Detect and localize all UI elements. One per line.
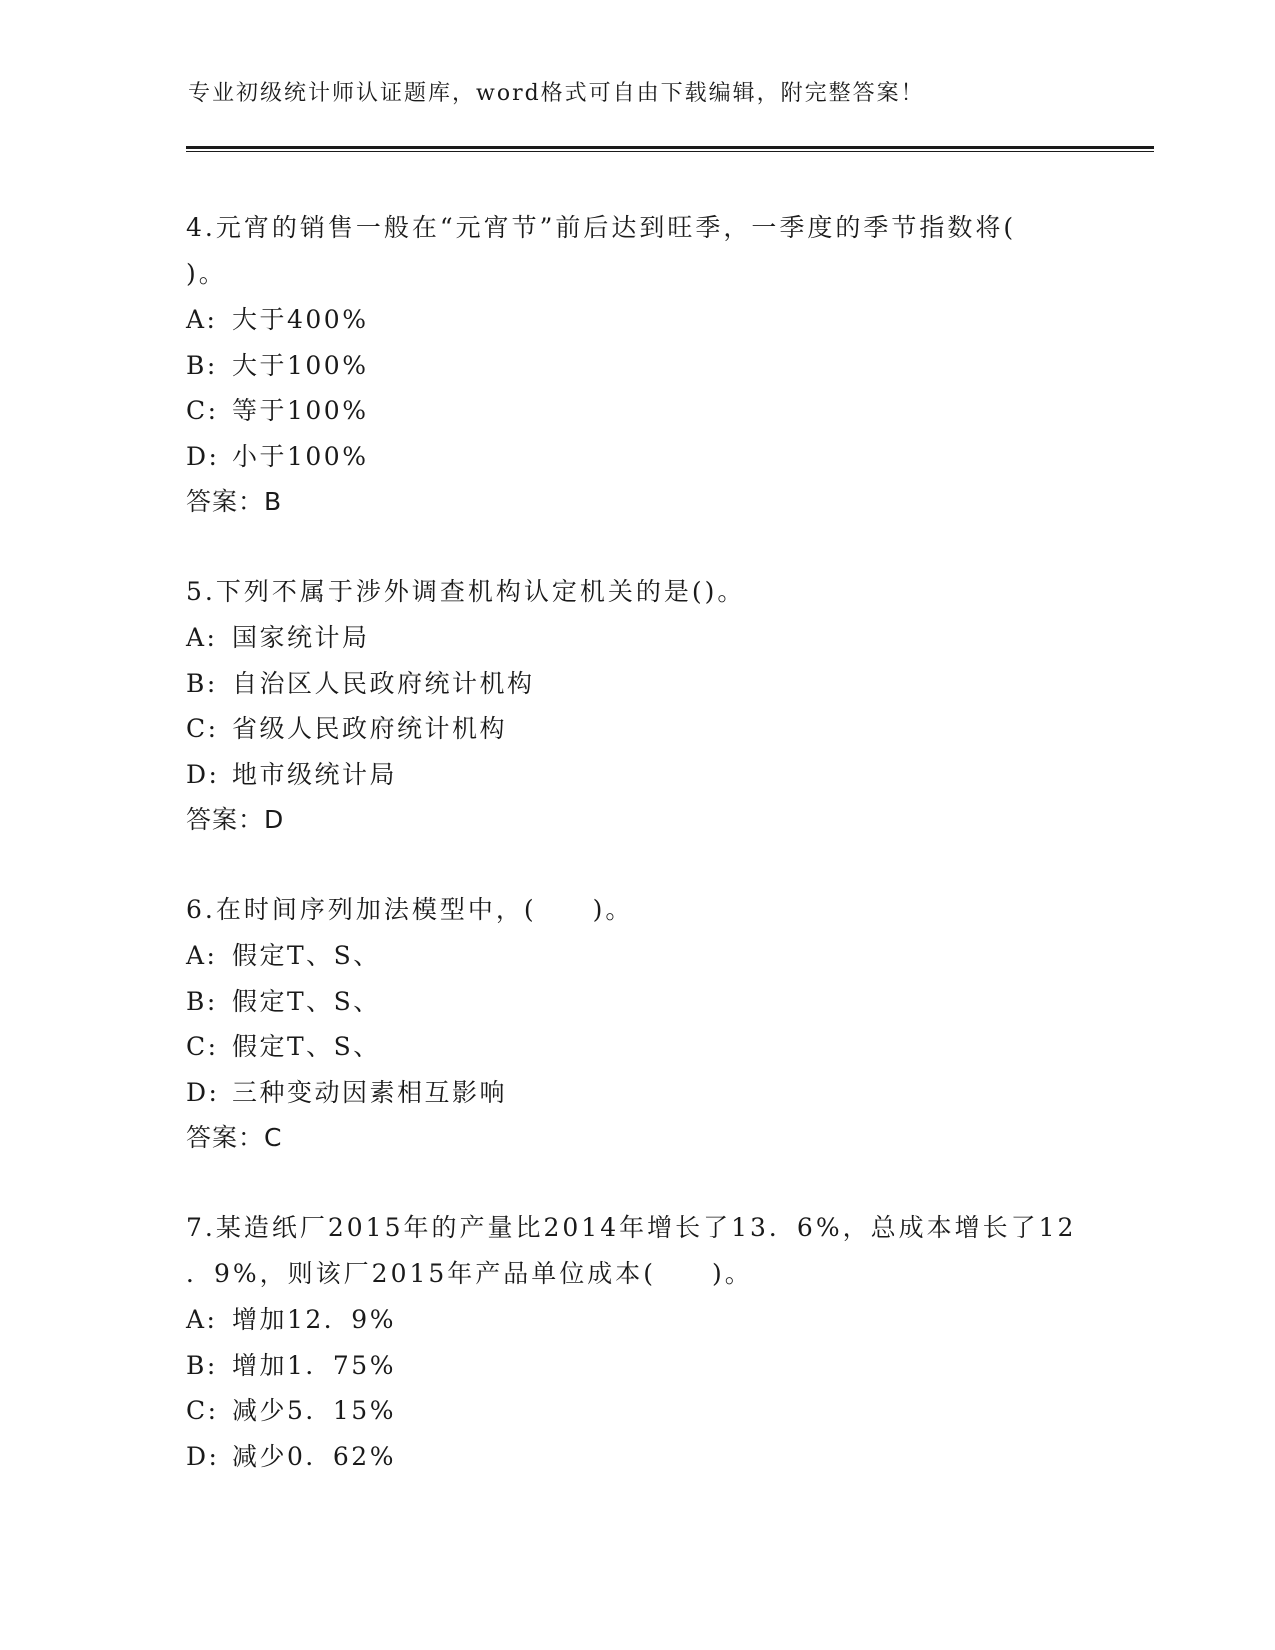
- option-c: [186, 388, 1086, 434]
- option-text: 增加1．75%: [232, 1350, 396, 1380]
- option-c: [186, 1024, 1086, 1070]
- header-note: 专业初级统计师认证题库，word格式可自由下载编辑，附完整答案！: [188, 81, 925, 106]
- header-rule-thick: [186, 146, 1154, 149]
- option-text: 假定T、S、: [232, 941, 381, 970]
- option-text: 大于100%: [232, 350, 369, 380]
- option-text: 大于400%: [232, 305, 369, 334]
- option-text: 省级人民政府统计机构: [232, 714, 508, 743]
- option-text: 小于100%: [232, 441, 369, 471]
- option-b: [186, 343, 1086, 389]
- option-text: 地市级统计局: [232, 759, 398, 789]
- question-list: [186, 205, 1086, 1523]
- option-b: [186, 1343, 1086, 1389]
- option-letter: A:: [186, 623, 218, 652]
- answer-line: 答案：B: [186, 487, 283, 516]
- question-stem-line2: ．9%，则该厂2015年产品单位成本( )。: [186, 1259, 753, 1288]
- option-letter: C:: [186, 1396, 219, 1425]
- option-letter: B:: [186, 1350, 218, 1380]
- option-c: [186, 1388, 1086, 1434]
- option-letter: A:: [186, 305, 218, 334]
- option-letter: B:: [186, 668, 218, 698]
- option-text: 减少0．62%: [232, 1441, 396, 1471]
- answer-line: 答案：D: [186, 805, 285, 834]
- option-letter: C:: [186, 1032, 219, 1061]
- option-letter: B:: [186, 350, 218, 380]
- option-letter: D:: [186, 441, 220, 471]
- option-a: [186, 297, 1086, 343]
- option-text: 国家统计局: [232, 623, 370, 652]
- option-letter: A:: [186, 941, 218, 970]
- option-d: [186, 752, 1086, 798]
- option-d: [186, 1434, 1086, 1480]
- option-d: [186, 434, 1086, 480]
- question-stem-line1: 4.元宵的销售一般在“元宵节”前后达到旺季，一季度的季节指数将(: [186, 213, 1017, 242]
- question-stem-line2: )。: [186, 259, 227, 288]
- answer-line: 答案：C: [186, 1123, 283, 1152]
- question-5: [186, 569, 1086, 843]
- question-4: [186, 205, 1086, 525]
- option-letter: D:: [186, 1077, 220, 1107]
- option-letter: B:: [186, 986, 218, 1016]
- option-a: [186, 933, 1086, 979]
- option-letter: C:: [186, 396, 219, 425]
- option-d: [186, 1070, 1086, 1116]
- option-letter: D:: [186, 759, 220, 789]
- header-rule-thin: [186, 151, 1154, 152]
- question-stem-line1: 5.下列不属于涉外调查机构认定机关的是()。: [186, 577, 746, 606]
- option-text: 自治区人民政府统计机构: [232, 668, 535, 698]
- option-text: 假定T、S、: [232, 1032, 381, 1061]
- option-text: 等于100%: [232, 396, 369, 425]
- option-text: 增加12．9%: [232, 1305, 396, 1334]
- option-text: 三种变动因素相互影响: [232, 1077, 508, 1107]
- option-text: 减少5．15%: [232, 1396, 396, 1425]
- option-b: [186, 661, 1086, 707]
- option-c: [186, 706, 1086, 752]
- question-7: [186, 1205, 1086, 1479]
- option-a: [186, 615, 1086, 661]
- option-a: [186, 1297, 1086, 1343]
- option-text: 假定T、S、: [232, 986, 381, 1016]
- option-letter: C:: [186, 714, 219, 743]
- option-letter: A:: [186, 1305, 218, 1334]
- question-stem-line1: 6.在时间序列加法模型中，( )。: [186, 895, 634, 924]
- option-letter: D:: [186, 1441, 220, 1471]
- question-6: [186, 887, 1086, 1161]
- question-stem-line1: 7.某造纸厂2015年的产量比2014年增长了13．6%，总成本增长了12: [186, 1213, 1077, 1242]
- option-b: [186, 979, 1086, 1025]
